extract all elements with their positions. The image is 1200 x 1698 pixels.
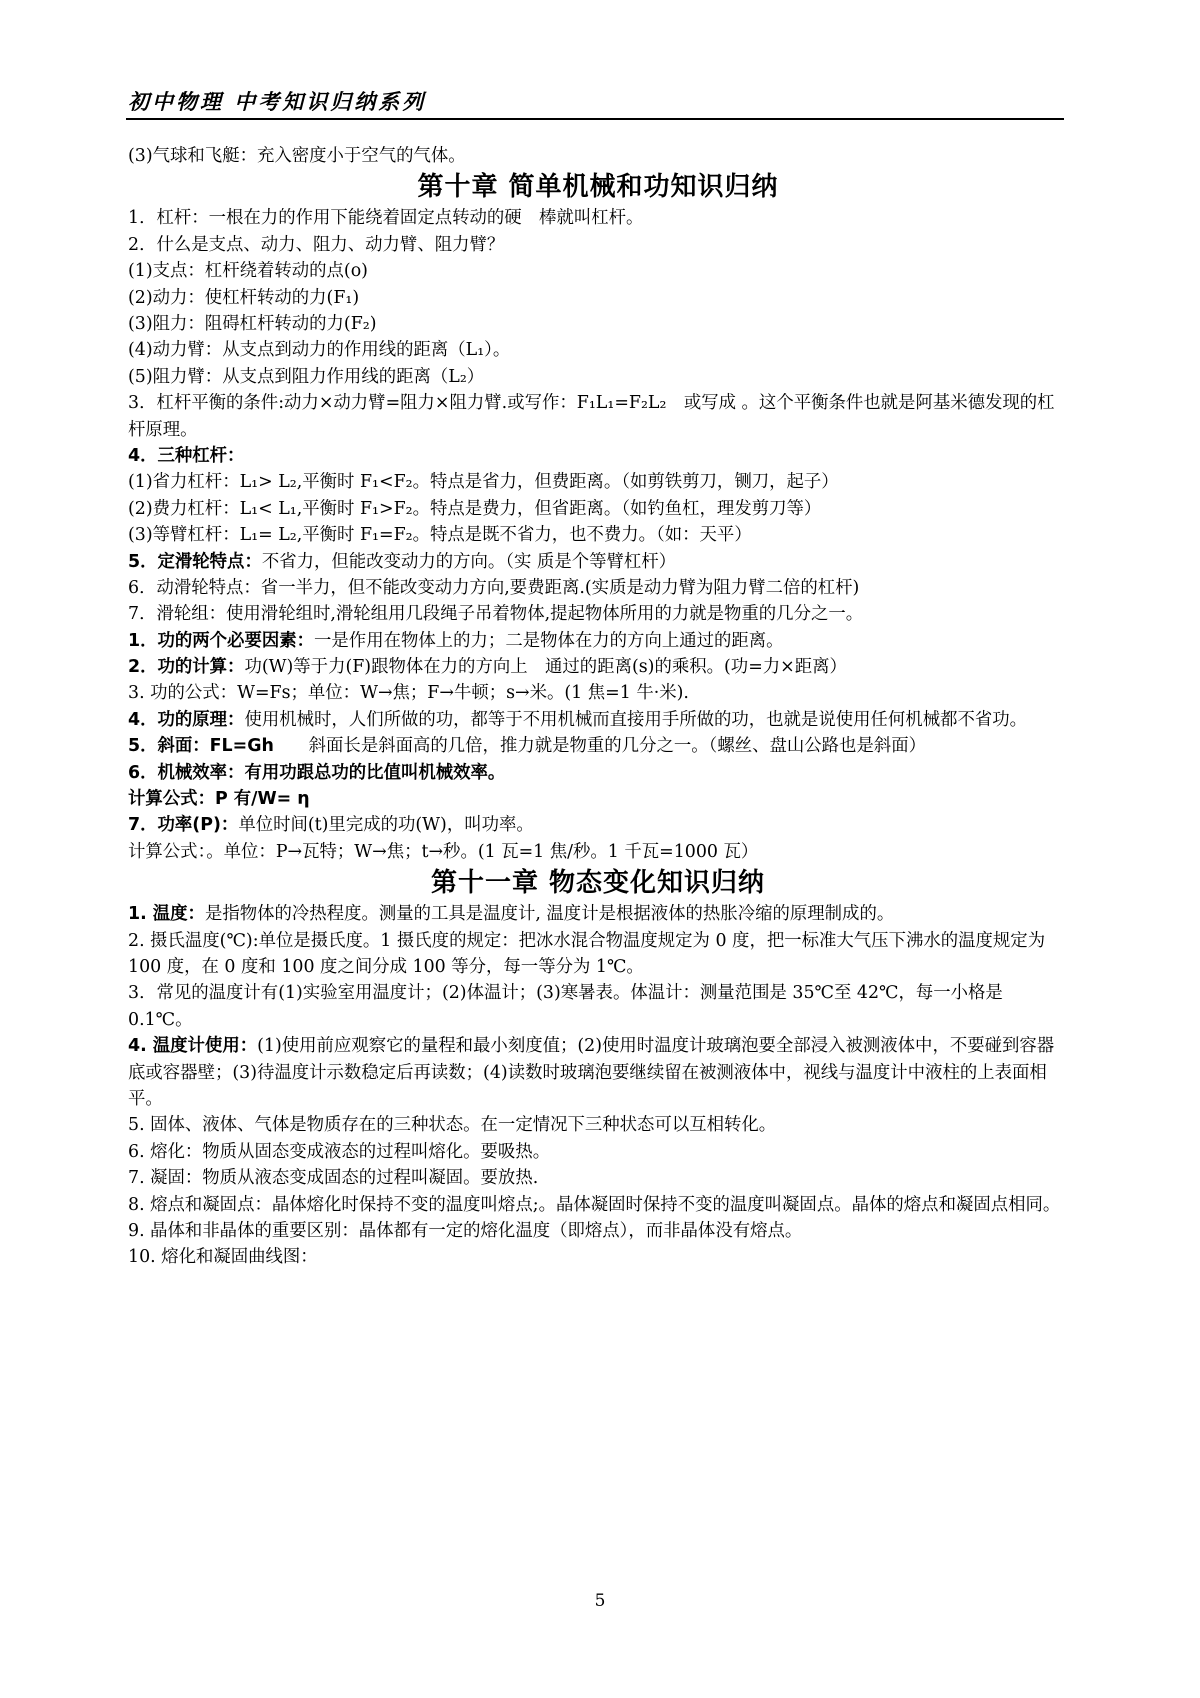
bold-term: 4．功的原理： bbox=[128, 709, 245, 730]
text-line: 计算公式：P 有/W= η bbox=[128, 789, 310, 810]
text-line: 9. 晶体和非晶体的重要区别：晶体都有一定的熔化温度（即熔点），而非晶体没有熔点。 bbox=[128, 1221, 803, 1242]
text-line: 4．三种杠杆： bbox=[128, 445, 245, 466]
text-line: 6. 熔化：物质从固态变成液态的过程叫熔化。要吸热。 bbox=[128, 1141, 551, 1162]
bold-term: 7．功率(P)： bbox=[128, 815, 239, 836]
text-line: (4)动力臂：从支点到动力的作用线的距离（L₁）。 bbox=[128, 340, 511, 361]
chapter-heading: 第十一章 物态变化知识归纳 bbox=[430, 868, 766, 899]
text-line: 5．定滑轮特点：不省力，但能改变动力的方向。（实 质是个等臂杠杆） bbox=[128, 551, 677, 572]
text-line: 1．杠杆：一根在力的作用下能绕着固定点转动的硬 棒就叫杠杆。 bbox=[128, 208, 644, 229]
text-line: (3)等臂杠杆：L₁= L₂,平衡时 F₁=F₂。特点是既不省力，也不费力。（如：天平） bbox=[128, 525, 752, 546]
text-line: 2．什么是支点、动力、阻力、动力臂、阻力臂？ bbox=[128, 234, 505, 255]
text-line: 10. 熔化和凝固曲线图： bbox=[128, 1247, 318, 1268]
text-line: 3．常见的温度计有(1)实验室用温度计；(2)体温计；(3)寒暑表。体温计：测量范围是 35℃至 42℃，每一小格是 0.1℃。 bbox=[128, 983, 1003, 1030]
text-line: 4．功的原理：使用机械时，人们所做的功，都等于不用机械而直接用手所做的功，也就是说使用任何机械都不省功。 bbox=[128, 709, 1028, 730]
text-line: 5. 固体、液体、气体是物质存在的三种状态。在一定情况下三种状态可以互相转化。 bbox=[128, 1115, 777, 1136]
text-line: 7．滑轮组：使用滑轮组时,滑轮组用几段绳子吊着物体,提起物体所用的力就是物重的几分之一。 bbox=[128, 604, 864, 625]
text-line: 7．功率(P)：单位时间(t)里完成的功(W)，叫功率。 bbox=[128, 815, 534, 836]
bold-term: 5．斜面：FL=Gh bbox=[128, 736, 274, 757]
page-number: 5 bbox=[594, 1591, 606, 1611]
chapter-heading: 第十章 简单机械和功知识归纳 bbox=[417, 172, 779, 203]
text-line: (2)费力杠杆：L₁< L₁,平衡时 F₁>F₂。特点是费力，但省距离。（如钓鱼杠，理发剪刀等） bbox=[128, 498, 822, 519]
text-line: (3)阻力：阻碍杠杆转动的力(F₂) bbox=[128, 313, 377, 334]
text-line: (2)动力：使杠杆转动的力(F₁) bbox=[128, 287, 360, 308]
text-line: 3．杠杆平衡的条件:动力×动力臂=阻力×阻力臂.或写作：F₁L₁=F₂L₂ 或写成 。这个平衡条件也就是阿基米德发现的杠杆原理。 bbox=[128, 393, 1055, 440]
header-rule bbox=[126, 118, 1064, 120]
text-line: (1)省力杠杆：L₁> L₂,平衡时 F₁<F₂。特点是省力，但费距离。（如剪铁剪刀，铡刀，起子） bbox=[128, 472, 839, 493]
text-line: (1)支点：杠杆绕着转动的点(o) bbox=[128, 261, 368, 282]
document-body bbox=[128, 143, 1068, 1271]
text-line: 4. 温度计使用：(1)使用前应观察它的量程和最小刻度值；(2)使用时温度计玻璃泡要全部浸入被测液体中，不要碰到容器底或容器壁；(3)待温度计示数稳定后再读数；(4)读数时玻璃泡要继续留在被测液体中，视线与温度计中液柱的上表面相平。 bbox=[128, 1036, 1055, 1110]
page-header-title: 初中物理 中考知识归纳系列 bbox=[128, 90, 427, 114]
bold-term: 2．功的计算： bbox=[128, 657, 245, 678]
text-line: 8. 熔点和凝固点：晶体熔化时保持不变的温度叫熔点;。晶体凝固时保持不变的温度叫凝固点。晶体的熔点和凝固点相同。 bbox=[128, 1194, 1061, 1215]
text-line: 5．斜面：FL=Gh 斜面长是斜面高的几倍，推力就是物重的几分之一。（螺丝、盘山公路也是斜面） bbox=[128, 736, 927, 757]
bold-term: 1. 温度： bbox=[128, 904, 205, 925]
text-line: 2．功的计算：功(W)等于力(F)跟物体在力的方向上 通过的距离(s)的乘积。(功=力×距离） bbox=[128, 657, 847, 678]
text-line: (3)气球和飞艇：充入密度小于空气的气体。 bbox=[128, 146, 466, 166]
bold-term: 1．功的两个必要因素： bbox=[128, 630, 315, 651]
text-line: 计算公式：。单位：P→瓦特；W→焦；t→秒。(1 瓦=1 焦/秒。1 千瓦=1000 瓦） bbox=[128, 841, 759, 862]
text-line: 1. 温度：是指物体的冷热程度。测量的工具是温度计, 温度计是根据液体的热胀冷缩的原理制成的。 bbox=[128, 904, 895, 925]
text-line: 7. 凝固：物质从液态变成固态的过程叫凝固。要放热. bbox=[128, 1168, 539, 1189]
text-line: 3. 功的公式：W=Fs；单位：W→焦；F→牛顿；s→米。(1 焦=1 牛·米). bbox=[128, 683, 689, 704]
text-line: 2. 摄氏温度(℃):单位是摄氏度。1 摄氏度的规定：把冰水混合物温度规定为 0 度，把一标准大气压下沸水的温度规定为 100 度，在 0 度和 100 度之间分成 100 等分，每一等分为 1℃。 bbox=[128, 930, 1046, 977]
text-line: 1．功的两个必要因素：一是作用在物体上的力；二是物体在力的方向上通过的距离。 bbox=[128, 630, 784, 651]
text-line: 6．机械效率：有用功跟总功的比值叫机械效率。 bbox=[128, 762, 506, 783]
text-line: 6．动滑轮特点：省一半力，但不能改变动力方向,要费距离.(实质是动力臂为阻力臂二倍的杠杆) bbox=[128, 577, 860, 598]
bold-term: 5．定滑轮特点： bbox=[128, 551, 262, 572]
bold-term: 4. 温度计使用： bbox=[128, 1036, 258, 1057]
text-line: (5)阻力臂：从支点到阻力作用线的距离（L₂） bbox=[128, 366, 485, 387]
